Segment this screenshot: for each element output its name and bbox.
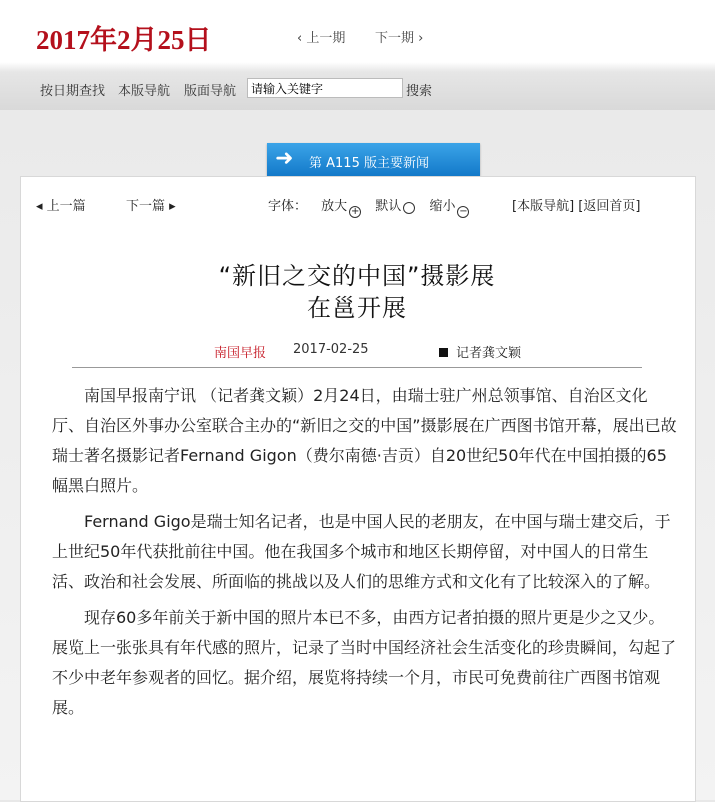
- article-date: 2017-02-25: [293, 342, 369, 357]
- page-section-label: 第 A115 版主要新闻: [309, 156, 429, 171]
- font-small-label: 缩小: [429, 199, 456, 214]
- page-section-tab[interactable]: [267, 143, 480, 176]
- article-source: 南国早报: [214, 346, 267, 361]
- plus-radio-icon: +: [350, 206, 360, 217]
- reporter-name: 记者龚文颖: [456, 346, 522, 361]
- article-title-line2: 在邕开展: [307, 294, 407, 322]
- search-input[interactable]: [247, 78, 403, 98]
- page-nav-link[interactable]: 本版导航: [118, 84, 171, 99]
- prev-article-link[interactable]: [36, 195, 86, 214]
- font-default-option[interactable]: [375, 199, 419, 214]
- article-reporter: [439, 342, 521, 361]
- search-button[interactable]: 搜索: [406, 84, 433, 99]
- search-by-date-link[interactable]: 按日期查找: [40, 84, 106, 99]
- section-nav-and-home-links[interactable]: [本版导航] [返回首页]: [512, 199, 641, 214]
- next-article-label: 下一篇: [126, 199, 166, 214]
- toolbar: [0, 76, 715, 102]
- font-large-label: 放大: [321, 199, 348, 214]
- next-issue-link[interactable]: 下一期 ›: [375, 31, 424, 46]
- font-large-option[interactable]: [321, 199, 365, 217]
- font-default-label: 默认: [375, 199, 402, 214]
- minus-radio-icon: −: [459, 206, 468, 217]
- triangle-right-icon: ▸: [169, 199, 176, 214]
- article-paragraph: 南国早报南宁讯 （记者龚文颖）2月24日，由瑞士驻广州总领事馆、自治区文化厅、自治区外事办公室联合主办的“新旧之交的中国”摄影展在广西图书馆开幕，展出已故瑞士著名摄影记者Fernand Gigon（费尔南德·吉贡）自20世纪50年代在中国拍摄的65幅黑白照片。: [52, 386, 677, 495]
- prev-article-label: 上一篇: [46, 199, 86, 214]
- arrow-right-icon: ➜: [275, 146, 294, 171]
- font-size-control: [268, 195, 469, 218]
- article-top-links: [512, 195, 640, 214]
- radio-empty-icon: [403, 202, 415, 214]
- article-paragraph: Fernand Gigo是瑞士知名记者，也是中国人民的老朋友，在中国与瑞士建交后，于上世纪50年代获批前往中国。他在我国多个城市和地区长期停留，对中国人的日常生活、政治和社会发展、所面临的挑战以及人们的思维方式和文化有了比较深入的了解。: [52, 512, 671, 591]
- triangle-left-icon: ◂: [36, 199, 43, 214]
- layout-nav-link[interactable]: 版面导航: [184, 84, 237, 99]
- square-bullet-icon: [439, 348, 448, 357]
- divider: [72, 367, 642, 368]
- article-body: [52, 381, 677, 729]
- issue-date-title: 2017年2月25日: [36, 25, 212, 55]
- font-small-option[interactable]: [429, 199, 469, 217]
- font-size-label: 字体：: [268, 199, 308, 214]
- next-article-link[interactable]: [126, 195, 176, 214]
- article-paragraph: 现存60多年前关于新中国的照片本已不多，由西方记者拍摄的照片更是少之又少。展览上一张张具有年代感的照片，记录了当时中国经济社会生活变化的珍贵瞬间，勾起了不少中老年参观者的回忆。据介绍，展览将持续一个月，市民可免费前往广西图书馆观展。: [52, 608, 677, 717]
- prev-issue-link[interactable]: ‹ 上一期: [297, 31, 346, 46]
- article-title-line1: “新旧之交的中国”摄影展: [218, 262, 496, 290]
